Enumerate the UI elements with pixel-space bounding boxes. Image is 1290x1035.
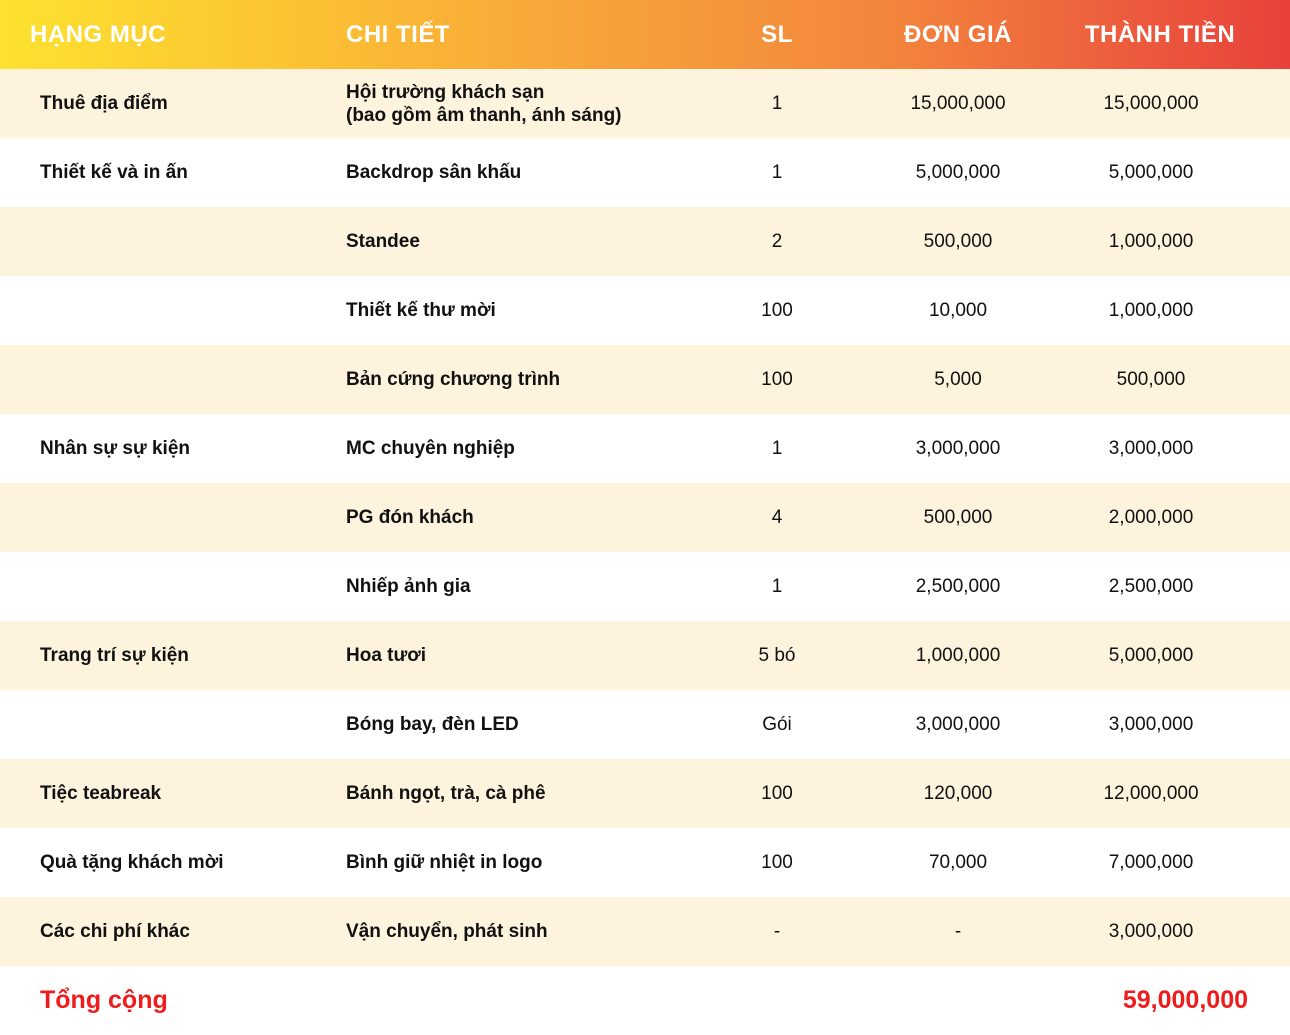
table-row [0, 138, 1290, 207]
row-unit-price: 10,000 [928, 299, 988, 321]
row-amount: 15,000,000 [1103, 92, 1199, 114]
row-qty: 100 [761, 299, 793, 321]
table-header [0, 0, 1290, 69]
row-amount: 12,000,000 [1103, 782, 1199, 804]
header-qty: SL [761, 20, 793, 48]
table-row [0, 345, 1290, 414]
row-category: Tiệc teabreak [40, 782, 162, 804]
row-unit-price: 3,000,000 [915, 437, 1001, 459]
row-amount: 2,000,000 [1108, 506, 1194, 528]
total-label: Tổng cộng [40, 986, 168, 1014]
row-amount: 2,500,000 [1108, 575, 1194, 597]
row-qty: 1 [771, 161, 783, 183]
row-detail: Thiết kế thư mời [346, 300, 496, 321]
row-unit-price: 5,000,000 [915, 161, 1001, 183]
row-unit-price: 500,000 [923, 230, 993, 252]
row-detail-line2: (bao gồm âm thanh, ánh sáng) [346, 104, 622, 126]
row-unit-price: 5,000 [934, 368, 982, 390]
row-detail: Hoa tươi [346, 645, 427, 666]
row-qty: 100 [761, 368, 793, 390]
header-detail: CHI TIẾT [346, 21, 450, 48]
total-value: 59,000,000 [1122, 986, 1248, 1014]
row-detail [346, 81, 678, 127]
row-category: Các chi phí khác [40, 920, 190, 942]
header-unit-price: ĐƠN GIÁ [904, 20, 1012, 48]
total-row [0, 966, 1290, 1035]
row-detail: Bình giữ nhiệt in logo [346, 852, 543, 873]
row-qty: - [773, 920, 781, 942]
table-row [0, 897, 1290, 966]
table-row [0, 690, 1290, 759]
row-category: Thuê địa điểm [40, 92, 168, 114]
row-qty: 1 [771, 575, 783, 597]
row-qty: 1 [771, 437, 783, 459]
row-qty: 5 bó [758, 644, 796, 666]
row-qty: 100 [761, 851, 793, 873]
row-unit-price: 1,000,000 [915, 644, 1001, 666]
row-amount: 3,000,000 [1108, 713, 1194, 735]
header-category: HẠNG MỤC [30, 20, 166, 48]
row-amount: 5,000,000 [1108, 161, 1194, 183]
row-qty: 4 [771, 506, 783, 528]
table-row [0, 414, 1290, 483]
table-row [0, 69, 1290, 138]
table-row [0, 828, 1290, 897]
row-amount: 3,000,000 [1108, 437, 1194, 459]
row-unit-price: - [954, 920, 962, 942]
row-detail: MC chuyên nghiệp [346, 438, 515, 459]
row-category: Nhân sự sự kiện [40, 437, 191, 459]
row-detail: Standee [346, 231, 420, 252]
table-row [0, 483, 1290, 552]
row-qty: 100 [761, 782, 793, 804]
row-detail: Bản cứng chương trình [346, 369, 561, 390]
table-row [0, 759, 1290, 828]
row-unit-price: 2,500,000 [915, 575, 1001, 597]
row-unit-price: 15,000,000 [910, 92, 1006, 114]
row-amount: 5,000,000 [1108, 644, 1194, 666]
row-detail: Bánh ngọt, trà, cà phê [346, 783, 546, 804]
row-category: Quà tặng khách mời [40, 851, 224, 873]
row-qty: 2 [771, 230, 783, 252]
row-detail: PG đón khách [346, 507, 474, 528]
table-row [0, 621, 1290, 690]
row-qty: 1 [771, 92, 783, 114]
row-amount: 7,000,000 [1108, 851, 1194, 873]
row-detail: Nhiếp ảnh gia [346, 576, 471, 597]
row-detail: Vận chuyển, phát sinh [346, 921, 548, 942]
row-detail: Bóng bay, đèn LED [346, 714, 519, 735]
row-amount: 1,000,000 [1108, 299, 1194, 321]
row-detail-line1: Hội trường khách sạn [346, 81, 545, 103]
row-amount: 500,000 [1116, 368, 1186, 390]
row-qty: Gói [762, 713, 792, 735]
table-row [0, 276, 1290, 345]
row-category: Trang trí sự kiện [40, 644, 189, 666]
table-body [0, 69, 1290, 966]
header-amount: THÀNH TIỀN [1084, 20, 1236, 48]
table-row [0, 552, 1290, 621]
row-unit-price: 120,000 [923, 782, 993, 804]
table-row [0, 207, 1290, 276]
row-category: Thiết kế và in ấn [40, 161, 188, 183]
row-amount: 3,000,000 [1108, 920, 1194, 942]
row-detail: Backdrop sân khấu [346, 162, 522, 183]
row-unit-price: 3,000,000 [915, 713, 1001, 735]
row-unit-price: 70,000 [928, 851, 988, 873]
row-unit-price: 500,000 [923, 506, 993, 528]
row-amount: 1,000,000 [1108, 230, 1194, 252]
